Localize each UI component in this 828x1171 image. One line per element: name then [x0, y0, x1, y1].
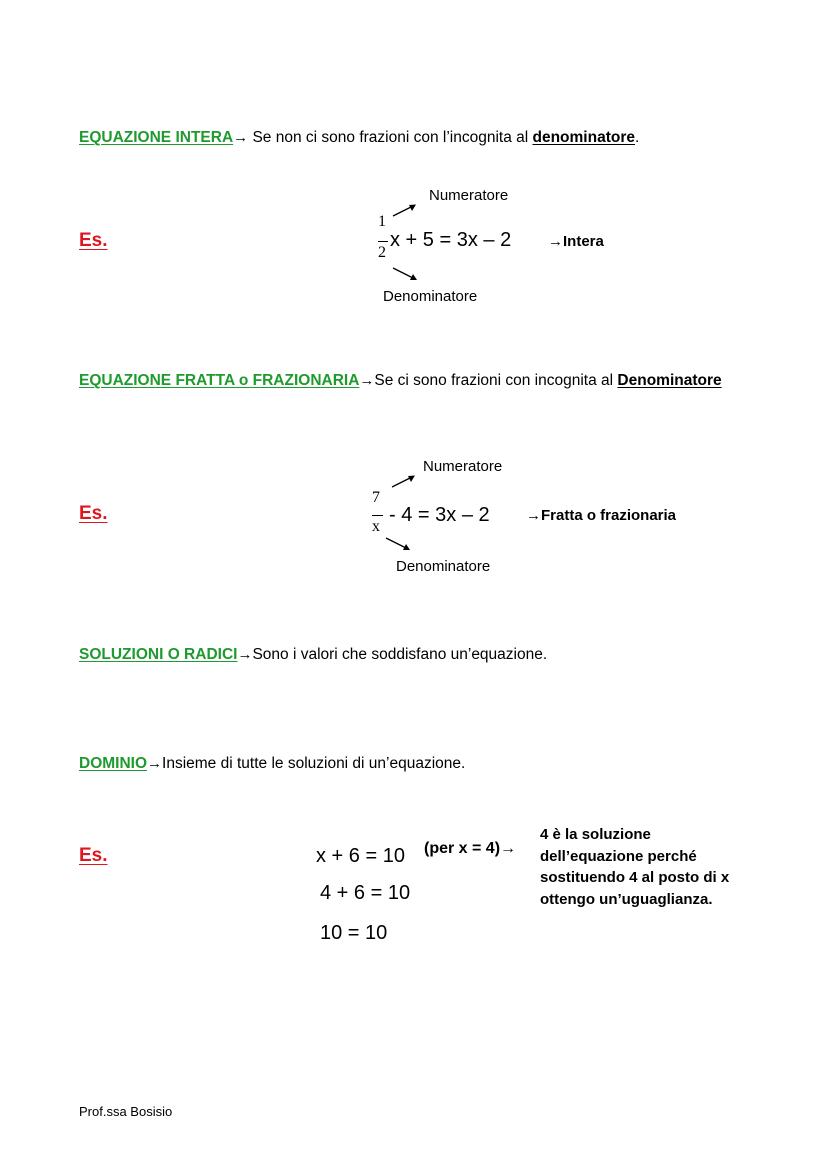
- term-intera: EQUAZIONE INTERA: [79, 129, 234, 146]
- fraction-bar: [372, 515, 383, 516]
- note-line: 4 è la soluzione: [540, 826, 651, 843]
- example-label: Es.: [79, 503, 108, 524]
- note-line: sostituendo 4 al posto di x: [540, 869, 730, 886]
- arrow-icon: →: [237, 646, 253, 663]
- condition-label: (per x = 4)→: [424, 840, 517, 857]
- solution-note: [540, 824, 780, 910]
- equation-line-2: 4 + 6 = 10: [320, 882, 411, 904]
- arrow-up-right-icon: [389, 471, 419, 491]
- fraction-numerator: 7: [372, 489, 380, 506]
- result-label: →Intera: [548, 233, 604, 250]
- arrow-icon: →: [233, 129, 249, 146]
- definition-soluzioni: [79, 646, 547, 664]
- definition-text: Se ci sono frazioni con incognita al: [374, 372, 618, 389]
- denominator-label: Denominatore: [396, 558, 491, 575]
- equation: - 4 = 3x – 2: [389, 504, 490, 526]
- fraction-denominator: x: [372, 518, 380, 535]
- equation: x + 5 = 3x – 2: [390, 229, 512, 251]
- example-label: Es.: [79, 230, 108, 251]
- footer-author: Prof.ssa Bosisio: [79, 1104, 173, 1119]
- term-dominio: DOMINIO: [79, 755, 148, 772]
- arrow-up-right-icon: [390, 200, 420, 220]
- denominator-label: Denominatore: [383, 288, 478, 305]
- fraction-denominator: 2: [378, 244, 386, 261]
- term-fratta: EQUAZIONE FRATTA o FRAZIONARIA: [79, 372, 360, 389]
- definition-intera: [79, 129, 639, 147]
- emphasis-denominatore: denominatore: [532, 129, 635, 146]
- period: .: [634, 129, 640, 146]
- definition-dominio: [79, 755, 465, 773]
- arrow-down-right-icon: [383, 535, 413, 555]
- definition-fratta: [79, 372, 722, 390]
- fraction-numerator: 1: [378, 213, 386, 230]
- equation-line-3: 10 = 10: [320, 922, 388, 944]
- numerator-label: Numeratore: [429, 187, 509, 204]
- arrow-icon: →: [147, 755, 163, 772]
- term-soluzioni: SOLUZIONI O RADICI: [79, 646, 238, 663]
- note-line: dell’equazione perché: [540, 847, 697, 865]
- result-label: →Fratta o frazionaria: [526, 507, 677, 524]
- emphasis-denominatore: Denominatore: [617, 372, 722, 389]
- arrow-down-right-icon: [390, 265, 420, 285]
- arrow-icon: →: [359, 372, 375, 389]
- definition-text: Insieme di tutte le soluzioni di un’equazione.: [162, 755, 466, 772]
- definition-text: Sono i valori che soddisfano un’equazione.: [252, 646, 548, 663]
- note-line: ottengo un’uguaglianza.: [540, 890, 713, 908]
- definition-text: Se non ci sono frazioni con l’incognita al: [248, 129, 533, 146]
- numerator-label: Numeratore: [423, 458, 503, 475]
- example-label: Es.: [79, 845, 108, 866]
- equation-line-1: x + 6 = 10: [316, 845, 405, 867]
- fraction-bar: [378, 241, 388, 242]
